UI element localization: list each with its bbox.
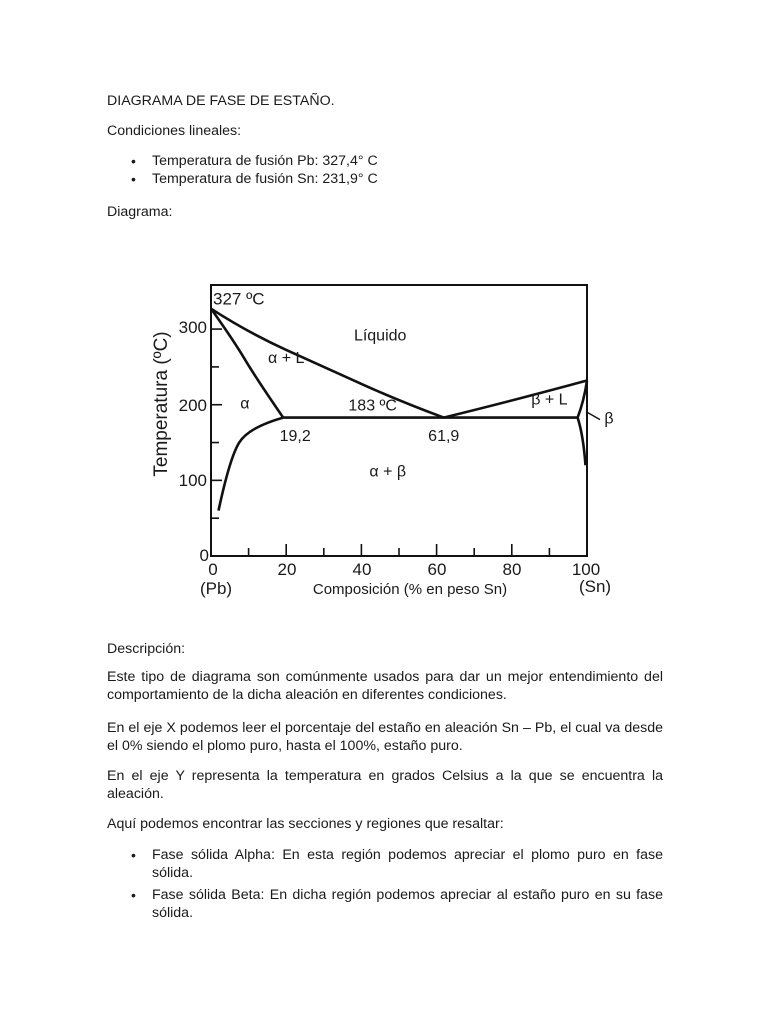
- list-item: • Fase sólida Beta: En dicha región podemos apreciar al estaño puro en su fase sólida.: [107, 886, 663, 922]
- axis-ticks: [211, 329, 549, 556]
- y-tick-label: 0: [199, 546, 209, 565]
- conditions-heading: Condiciones lineales:: [107, 123, 242, 139]
- paragraph: Este tipo de diagrama son comúnmente usados para dar un mejor entendimiento del comportamiento de la dicha aleación en diferentes condiciones.: [107, 669, 663, 703]
- list-item: • Temperatura de fusión Sn: 231,9° C: [107, 170, 663, 188]
- x-tick-label: 40: [352, 560, 372, 579]
- region-annotation: 327 ºC: [213, 289, 265, 309]
- y-tick-label: 100: [178, 471, 207, 490]
- description-heading: Descripción:: [107, 641, 186, 657]
- paragraph: Aquí podemos encontrar las secciones y regiones que resaltar:: [107, 816, 504, 832]
- paragraph: En el eje X podemos leer el porcentaje del estaño en aleación Sn – Pb, el cual va desde el 0% siendo el plomo puro, hasta el 100%, estaño puro.: [107, 720, 663, 754]
- region-annotation: 61,9: [428, 428, 460, 446]
- x-end-label-pb: (Pb): [199, 579, 233, 598]
- paragraph: En el eje Y representa la temperatura en grados Celsius a la que se encuentra la aleación.: [107, 768, 663, 802]
- region-annotation: β + L: [531, 391, 568, 409]
- region-annotation: 19,2: [279, 428, 311, 446]
- x-tick-label: 100: [571, 560, 601, 579]
- list-item: • Temperatura de fusión Pb: 327,4° C: [107, 152, 663, 170]
- phase-diagram-chart: [140, 268, 640, 610]
- list-item: • Fase sólida Alpha: En esta región podemos apreciar el plomo puro en fase sólida.: [107, 846, 663, 882]
- region-annotation: α + β: [369, 463, 407, 481]
- beta-pointer-line: [586, 412, 600, 420]
- diagram-heading: Diagrama:: [107, 204, 173, 220]
- region-annotation: Líquido: [353, 327, 407, 345]
- conditions-list: [107, 152, 663, 188]
- y-tick-label: 200: [178, 396, 207, 415]
- regions-list: [107, 846, 663, 922]
- plot-frame: [211, 285, 587, 556]
- x-tick-label: 80: [502, 560, 522, 579]
- region-annotation: β: [604, 410, 614, 428]
- x-tick-label: 20: [277, 560, 297, 579]
- region-annotation: 183 ºC: [348, 397, 397, 415]
- x-tick-label: 60: [427, 560, 447, 579]
- region-annotation: α + L: [268, 350, 305, 368]
- document-title: DIAGRAMA DE FASE DE ESTAÑO.: [107, 93, 335, 109]
- x-tick-label: 0: [208, 560, 218, 579]
- phase-boundary-line: [219, 418, 284, 511]
- y-axis-label: Temperatura (ºC): [151, 331, 172, 477]
- x-axis-label: Composición (% en peso Sn): [312, 581, 508, 598]
- region-annotation: α: [240, 395, 250, 413]
- phase-boundary-line: [578, 418, 586, 466]
- y-tick-label: 300: [178, 318, 207, 337]
- phase-boundary-line: [578, 381, 587, 418]
- x-end-label-sn: (Sn): [578, 577, 612, 596]
